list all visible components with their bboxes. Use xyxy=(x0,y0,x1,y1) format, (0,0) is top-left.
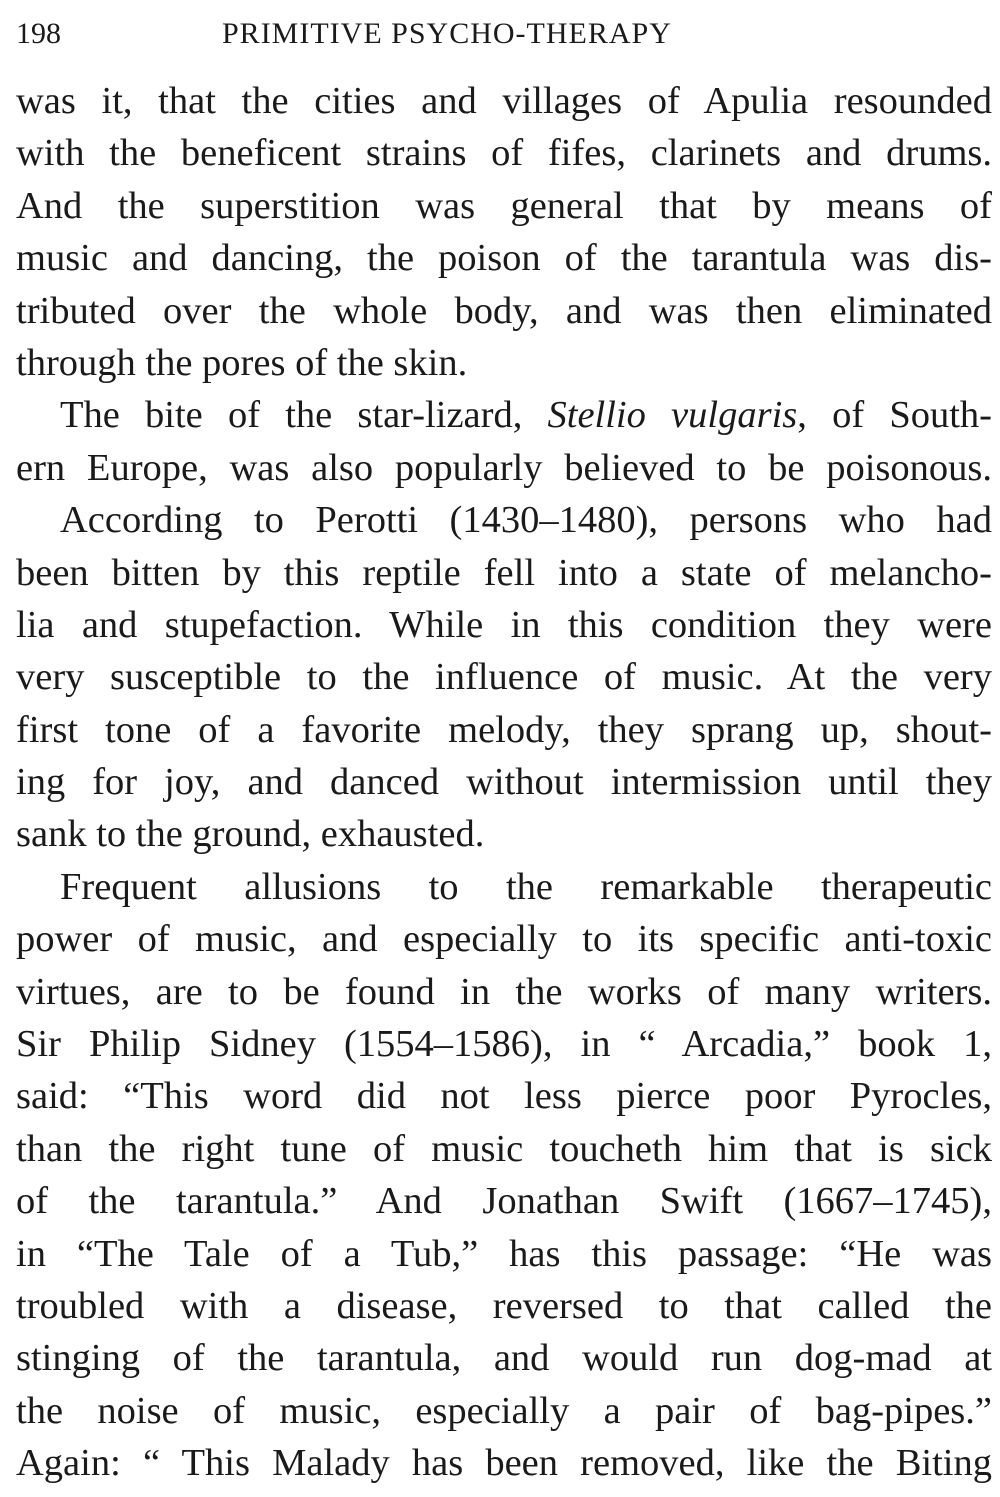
text-line: ern Europe, was also popularly believed to be poisonous. xyxy=(16,446,992,489)
text-line: stinging of the tarantula, and would run dog-mad at xyxy=(16,1337,992,1380)
text-segment: The bite of the star-lizard, xyxy=(60,394,548,437)
italic-species-name: Stellio vulgaris xyxy=(547,394,798,437)
text-line: music and dancing, the poison of the tarantula was dis- xyxy=(16,237,992,280)
text-line: in “The Tale of a Tub,” has this passage: “He was xyxy=(16,1232,992,1275)
text-line: was it, that the cities and villages of Apulia resounded xyxy=(16,80,992,122)
text-line: sank to the ground, exhausted. xyxy=(16,813,485,856)
running-head xyxy=(16,14,992,54)
text-line: tributed over the whole body, and was then eliminated xyxy=(16,289,992,332)
running-title: PRIMITIVE PSYCHO-THERAPY xyxy=(222,17,672,50)
book-page xyxy=(16,0,992,1497)
text-line: through the pores of the skin. xyxy=(16,341,468,384)
page-number: 198 xyxy=(16,17,61,50)
text-line: troubled with a disease, reversed to that called the xyxy=(16,1284,992,1327)
text-line: very susceptible to the influence of music. At the very xyxy=(16,656,992,699)
text-line: said: “This word did not less pierce poor Pyrocles, xyxy=(16,1075,992,1118)
text-line: lia and stupefaction. While in this condition they were xyxy=(16,603,992,646)
text-line: first tone of a favorite melody, they sprang up, shout- xyxy=(16,708,992,751)
text-line: the noise of music, especially a pair of bag-pipes.” xyxy=(16,1389,992,1432)
text-line: According to Perotti (1430–1480), persons who had xyxy=(60,499,992,542)
text-segment: , of South- xyxy=(797,394,992,437)
text-line: with the beneficent strains of fifes, clarinets and drums. xyxy=(16,132,992,175)
text-line xyxy=(16,389,992,441)
text-line: Sir Philip Sidney (1554–1586), in “ Arcadia,” book 1, xyxy=(16,1023,992,1066)
text-line: Frequent allusions to the remarkable therapeutic xyxy=(60,865,992,908)
text-line: And the superstition was general that by means of xyxy=(16,184,992,227)
text-line: Again: “ This Malady has been removed, like the Biting xyxy=(16,1442,992,1485)
text-line: power of music, and especially to its specific anti-toxic xyxy=(16,918,992,961)
text-line: virtues, are to be found in the works of many writers. xyxy=(16,970,992,1013)
text-line: of the tarantula.” And Jonathan Swift (1667–1745), xyxy=(16,1180,992,1223)
body-text xyxy=(16,75,992,1490)
text-line: than the right tune of music toucheth him that is sick xyxy=(16,1127,992,1170)
text-line: ing for joy, and danced without intermission until they xyxy=(16,761,992,804)
text-line: been bitten by this reptile fell into a state of melancho- xyxy=(16,551,992,594)
